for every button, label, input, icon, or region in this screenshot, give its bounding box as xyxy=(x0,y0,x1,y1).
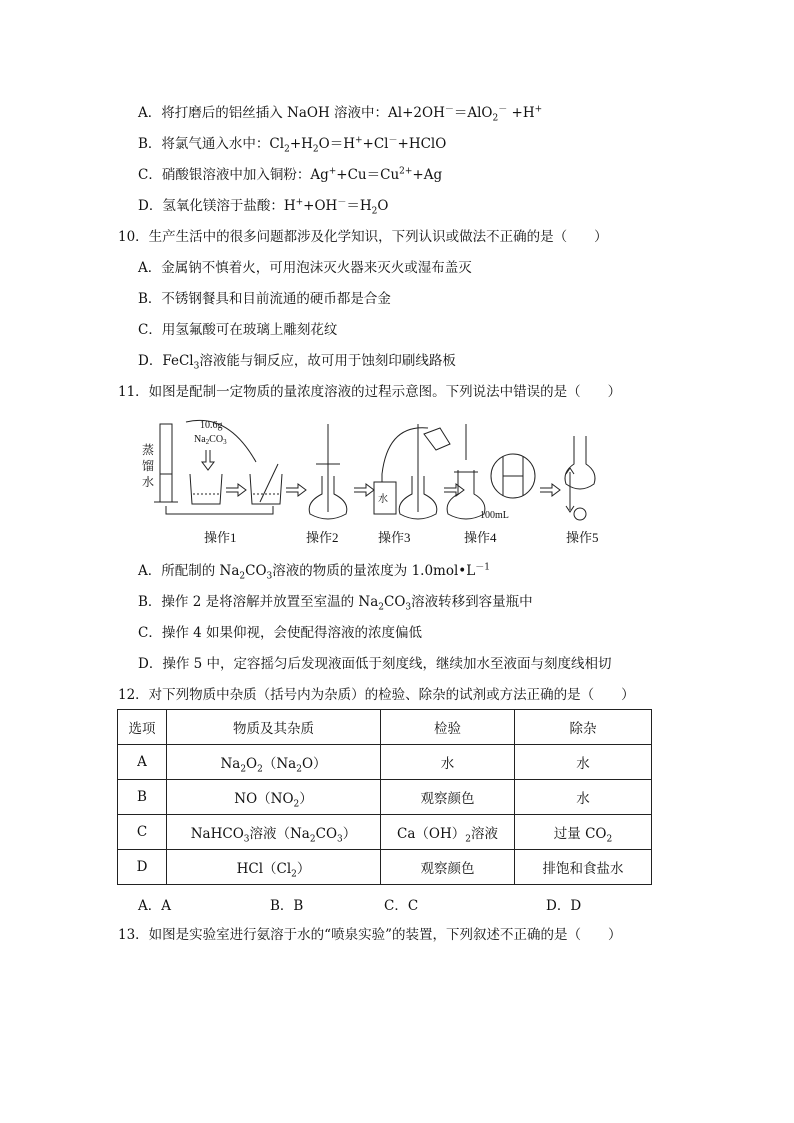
right-arrow-icon-4 xyxy=(444,484,464,496)
right-arrow-icon-5 xyxy=(540,484,560,496)
q10-d-text-2: 溶液能与铜反应，故可用于蚀刻印刷线路板 xyxy=(199,353,456,369)
table-header-cell: 选项 xyxy=(118,710,167,745)
q9-c-text-1: C．硝酸银溶液中加入铜粉：Ag xyxy=(138,167,329,183)
table-cell: 水 xyxy=(381,745,515,780)
q12-table xyxy=(117,709,652,885)
q11-option-a: A．所配制的 $Na_2CO_3$溶液的物质的量浓度为 $1.0mol•L^{-1}$ xyxy=(138,562,490,582)
table-cell: 过量 $CO_2$ xyxy=(515,815,652,850)
q9-c-text-3: +Ag xyxy=(412,167,443,183)
q9-option-d: D．氢氧化镁溶于盐酸：$H^++OH^-=H_2O$ xyxy=(138,197,389,217)
fig-op4-label: 操作4 xyxy=(464,530,497,545)
right-arrow-icon-3 xyxy=(354,484,374,496)
q9-c-text-2: +Cu＝Cu xyxy=(336,167,400,183)
fig-volume-label: 100mL xyxy=(480,510,509,521)
q9-b-text-1: B．将氯气通入水中：Cl xyxy=(138,136,285,152)
table-cell: 水 xyxy=(515,780,652,815)
table-row xyxy=(118,815,652,850)
q9-option-b: B．将氯气通入水中：$Cl_2+H_2O=H^++Cl^-+HClO$ xyxy=(138,135,447,155)
q11-stem: 11．如图是配制一定物质的量浓度溶液的过程示意图。下列说法中错误的是（ ） xyxy=(118,384,622,400)
solution-preparation-figure xyxy=(138,414,618,552)
table-cell: B xyxy=(118,780,167,815)
table-row xyxy=(118,780,652,815)
table-cell: NaHCO$_3$溶液$(Na_2CO_3)$ xyxy=(167,815,381,850)
down-arrow-icon xyxy=(202,450,214,470)
q11-a-text-1: A．所配制的 Na xyxy=(138,563,240,579)
table-cell: $NO(NO_2)$ xyxy=(167,780,381,815)
fig-op5-label: 操作5 xyxy=(566,530,599,545)
q12-answer-c: C．C xyxy=(384,898,419,914)
fig-water-label-3: 水 xyxy=(142,475,155,489)
q9-d-text-3: ＝H xyxy=(346,198,372,214)
table-cell: $Na_2O_2(Na_2O)$ xyxy=(167,745,381,780)
q9-d-text-2: +OH xyxy=(303,198,338,214)
table-row xyxy=(118,850,652,885)
q9-a-sub: 2 xyxy=(492,113,499,124)
table-header-cell: 检验 xyxy=(381,710,515,745)
q9-b-text-2: +H xyxy=(289,136,313,152)
q10-option-a: A．金属钠不慎着火，可用泡沫灭火器来灭火或湿布盖灭 xyxy=(138,260,472,276)
table-cell: 观察颜色 xyxy=(381,850,515,885)
table-cell: $Ca(OH)_2$溶液 xyxy=(381,815,515,850)
q11-b-text-1: B．操作 2 是将溶解并放置至室温的 Na xyxy=(138,594,379,610)
table-cell: C xyxy=(118,815,167,850)
right-arrow-icon-2 xyxy=(286,484,306,496)
q12-answer-d: D．D xyxy=(546,898,582,914)
q10-option-b: B．不锈钢餐具和目前流通的硬币都是合金 xyxy=(138,291,391,307)
fig-bottle-label: 水 xyxy=(378,494,388,505)
q9-a-text-3: +H xyxy=(507,105,535,121)
fig-water-label-2: 馏 xyxy=(142,459,155,473)
table-cell: 排饱和食盐水 xyxy=(515,850,652,885)
table-header-row xyxy=(118,710,652,745)
q9-b-text-5: +HClO xyxy=(397,136,447,152)
q11-option-b: B．操作 2 是将溶解并放置至室温的 $Na_2CO_3$溶液转移到容量瓶中 xyxy=(138,594,533,613)
q9-a-text-1: A．将打磨后的铝丝插入 NaOH 溶液中：Al+2OH xyxy=(138,105,445,121)
graduated-cylinder-icon xyxy=(160,424,172,502)
q10-option-d: D．FeCl$_3$溶液能与铜反应，故可用于蚀刻印刷线路板 xyxy=(138,353,456,372)
table-cell: D xyxy=(118,850,167,885)
fig-op2-label: 操作2 xyxy=(306,530,339,545)
q9-a-text-2: ＝AlO xyxy=(453,105,493,121)
q12-answer-b: B．B xyxy=(270,898,304,914)
q11-b-text-2: CO xyxy=(383,594,406,610)
q9-option-a: A．将打磨后的铝丝插入 NaOH 溶液中：Al+2OH－＝AlO$_2$－ +H+ xyxy=(138,104,543,124)
q11-a-text-3: 溶液的物质的量浓度为 1.0mol•L xyxy=(272,563,476,579)
beaker-icon xyxy=(190,474,222,504)
table-header-cell: 除杂 xyxy=(515,710,652,745)
q9-b-text-3: O＝H xyxy=(318,136,355,152)
q10-stem: 10．生产生活中的很多问题都涉及化学知识，下列认识或做法不正确的是（ ） xyxy=(118,229,608,245)
table-cell: $HCl(Cl_2)$ xyxy=(167,850,381,885)
fig-reagent-label: $Na_2CO_3$ xyxy=(194,434,227,446)
fig-water-label-1: 蒸 xyxy=(142,443,155,457)
q10-d-text-1: D．FeCl xyxy=(138,353,194,369)
fig-op3-label: 操作3 xyxy=(378,530,411,545)
q10-option-c: C．用氢氟酸可在玻璃上雕刻花纹 xyxy=(138,322,338,338)
q9-b-text-4: +Cl xyxy=(362,136,389,152)
q9-d-text-1: D．氢氧化镁溶于盐酸：H xyxy=(138,198,296,214)
right-arrow-icon xyxy=(226,484,246,496)
table-cell: 观察颜色 xyxy=(381,780,515,815)
table-cell: 水 xyxy=(515,745,652,780)
q9-d-text-4: O xyxy=(377,198,389,214)
fig-op1-label: 操作1 xyxy=(204,530,237,545)
q12-answer-a: A．A xyxy=(138,898,171,914)
q11-option-d: D．操作 5 中，定容摇匀后发现液面低于刻度线，继续加水至液面与刻度线相切 xyxy=(138,656,612,672)
fig-mass-label: 10.6g xyxy=(200,420,223,431)
table-header-cell: 物质及其杂质 xyxy=(167,710,381,745)
q11-option-c: C．操作 4 如果仰视，会使配得溶液的浓度偏低 xyxy=(138,625,423,641)
q11-a-text-2: CO xyxy=(245,563,267,579)
q9-option-c: C．硝酸银溶液中加入铜粉：$Ag^++Cu=Cu^{2+}+Ag$ xyxy=(138,166,443,183)
q12-stem: 12．对下列物质中杂质（括号内为杂质）的检验、除杂的试剂或方法正确的是（ ） xyxy=(118,687,635,703)
table-cell: A xyxy=(118,745,167,780)
q11-b-text-3: 溶液转移到容量瓶中 xyxy=(411,594,533,610)
q13-stem: 13．如图是实验室进行氨溶于水的“喷泉实验”的装置，下列叙述不正确的是（ ） xyxy=(118,927,622,943)
table-row xyxy=(118,745,652,780)
